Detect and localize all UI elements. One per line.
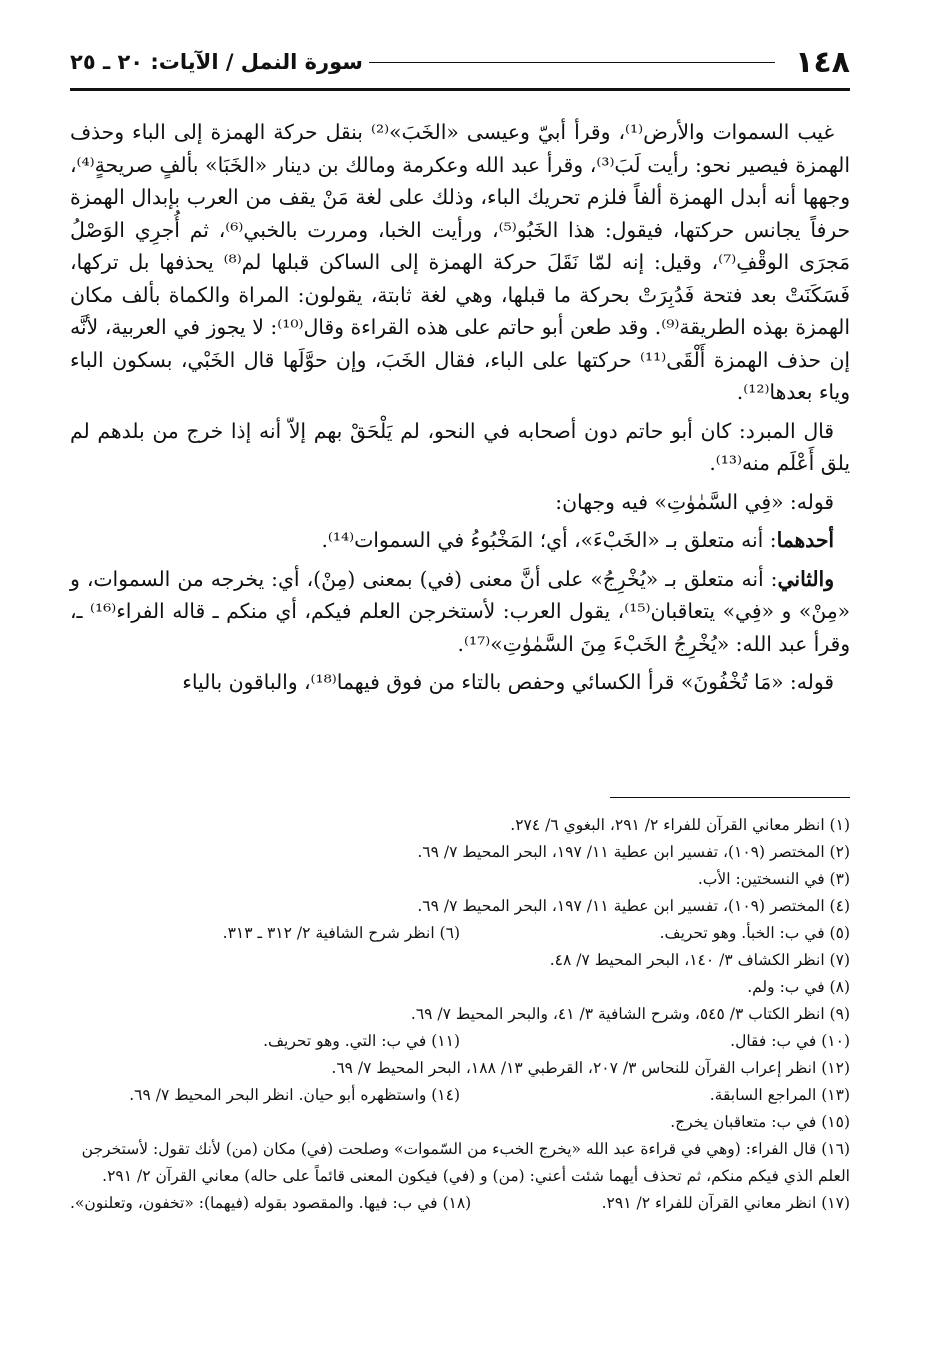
footnote-row <box>70 920 850 947</box>
footnote: (٤) المختصر (١٠٩)، تفسير ابن عطية ١١/ ١٩٧، البحر المحيط ٧/ ٦٩. <box>417 897 850 915</box>
footnote-row <box>70 1082 850 1109</box>
footnote: (٧) انظر الكشاف ٣/ ١٤٠، البحر المحيط ٧/ ٤٨. <box>549 951 850 969</box>
footnote-row <box>70 1028 850 1055</box>
footnote: (١٤) واستظهره أبو حيان. انظر البحر المحيط ٧/ ٦٩. <box>129 1086 460 1104</box>
running-title: سورة النمل / الآيات: ٢٠ ـ ٢٥ <box>70 50 363 74</box>
footnote: (١٨) في ب: فيها. والمقصود بقوله (فيهما): «تخفون، وتعلنون». <box>70 1194 472 1212</box>
footnote: (١٦) قال الفراء: (وهي في قراءة عبد الله «يخرج الخبء من السّموات» وصلحت (في) مكان (من) لأنك تقول: لأستخرجن العلم الذي فيكم منكم، ثم تحذف أيهما شئت أعني: (من) و (في) فيكون المعنى قائماً على حاله) معاني القرآن ٢/ ٢٩١. <box>81 1140 850 1185</box>
header-divider <box>70 88 850 91</box>
footnote: (٣) في النسختين: الأب. <box>697 870 850 888</box>
footnote-separator <box>610 797 850 798</box>
second-aspect-label: والثاني <box>777 566 834 591</box>
main-text <box>70 116 850 705</box>
footnote: (٩) انظر الكتاب ٣/ ٥٤٥، وشرح الشافية ٣/ ٤١، والبحر المحيط ٧/ ٦٩. <box>410 1005 850 1023</box>
paragraph: قال المبرد: كان أبو حاتم دون أصحابه في النحو، لم يَلْحَقْ بهم إلاّ أنه إذا خرج من بلدهم لم يلق أَعْلَم منه⁽¹³⁾. <box>70 418 850 475</box>
footnote: (١١) في ب: التي. وهو تحريف. <box>263 1032 460 1050</box>
header-rule <box>369 62 775 63</box>
footnote-row <box>70 1190 850 1217</box>
page-header <box>70 42 850 82</box>
first-aspect-label: أحدهما <box>776 528 834 552</box>
footnote: (١٥) في ب: متعاقبان يخرج. <box>670 1113 850 1131</box>
footnote: (١٢) انظر إعراب القرآن للنحاس ٣/ ٢٠٧، القرطبي ١٣/ ١٨٨، البحر المحيط ٧/ ٦٩. <box>331 1059 850 1077</box>
footnote: (٦) انظر شرح الشافية ٢/ ٣١٢ ـ ٣١٣. <box>222 924 460 942</box>
footnote: (١٣) المراجع السابقة. <box>709 1086 850 1104</box>
paragraph: قوله: «فِي السَّمٰوٰتِ» فيه وجهان: <box>555 489 834 514</box>
paragraph <box>70 524 850 557</box>
footnote: (١٠) في ب: فقال. <box>730 1032 850 1050</box>
footnotes <box>70 812 850 1217</box>
second-aspect-text: : أنه متعلق بـ «يُخْرِجُ» على أنَّ معنى (في) بمعنى (مِنْ)، أي: يخرجه من السموات، و «مِنْ» و «فِي» يتعاقبان⁽¹⁵⁾، يقول العرب: لأستخرجن العلم فيكم، أي منكم ـ قاله الفراء⁽¹⁶⁾ ـ، وقرأ عبد الله: «يُخْرِجُ الخَبْءَ مِنَ السَّمٰوٰتِ»⁽¹⁷⁾. <box>70 566 850 656</box>
footnote: (٨) في ب: ولم. <box>747 978 850 996</box>
first-aspect-text: : أنه متعلق بـ «الخَبْءَ»، أي؛ المَخْبُوءُ في السموات⁽¹⁴⁾. <box>321 528 777 552</box>
page-number: ١٤٨ <box>795 44 850 80</box>
footnote: (١٧) انظر معاني القرآن للفراء ٢/ ٢٩١. <box>601 1194 850 1212</box>
footnote: (٢) المختصر (١٠٩)، تفسير ابن عطية ١١/ ١٩٧، البحر المحيط ٧/ ٦٩. <box>417 843 850 861</box>
paragraph: قوله: «مَا تُخْفُونَ» قرأ الكسائي وحفص بالتاء من فوق فيهما⁽¹⁸⁾، والباقون بالياء <box>182 670 834 694</box>
footnote: (١) انظر معاني القرآن للفراء ٢/ ٢٩١، البغوي ٦/ ٢٧٤. <box>510 816 850 834</box>
footnote: (٥) في ب: الخبأ. وهو تحريف. <box>659 924 850 942</box>
paragraph: غيب السموات والأرض⁽¹⁾، وقرأ أبيّ وعيسى «الخَبَ»⁽²⁾ بنقل حركة الهمزة إلى الباء وحذف الهمزة فيصير نحو: رأيت لَبَ⁽³⁾، وقرأ عبد الله وعكرمة ومالك بن دينار «الخَبَا» بألفٍ صريحةٍ⁽⁴⁾، وجهها أنه أبدل الهمزة ألفاً فلزم تحريك الباء، وذلك على لغة مَنْ يقف من العرب بإبدال الهمزة حرفاً يجانس حركتها، فيقول: هذا الخَبُو⁽⁵⁾، ورأيت الخبا، ومررت بالخبي⁽⁶⁾، ثم أُجرِي الوَصْلُ مَجرَى الوقْفِ⁽⁷⁾، وقيل: إنه لمّا نَقَلَ حركة الهمزة إلى الساكن قبلها لم⁽⁸⁾ يحذفها بل تركها، فَسَكَنَتْ بعد فتحة فَدُبِرَتْ بحركة ما قبلها، وهي لغة ثابتة، يقولون: المراة والكماة بألف مكان الهمزة بهذه الطريقة⁽⁹⁾. وقد طعن أبو حاتم على هذه القراءة وقال⁽¹⁰⁾: لا يجوز في العربية، لأنَّه إن حذف الهمزة أَلْقَى⁽¹¹⁾ حركتها على الباء، فقال الخَبَ، وإن حوَّلَها قال الخَبْي، بسكون الباء وياء بعدها⁽¹²⁾. <box>70 120 850 404</box>
paragraph <box>70 563 850 661</box>
